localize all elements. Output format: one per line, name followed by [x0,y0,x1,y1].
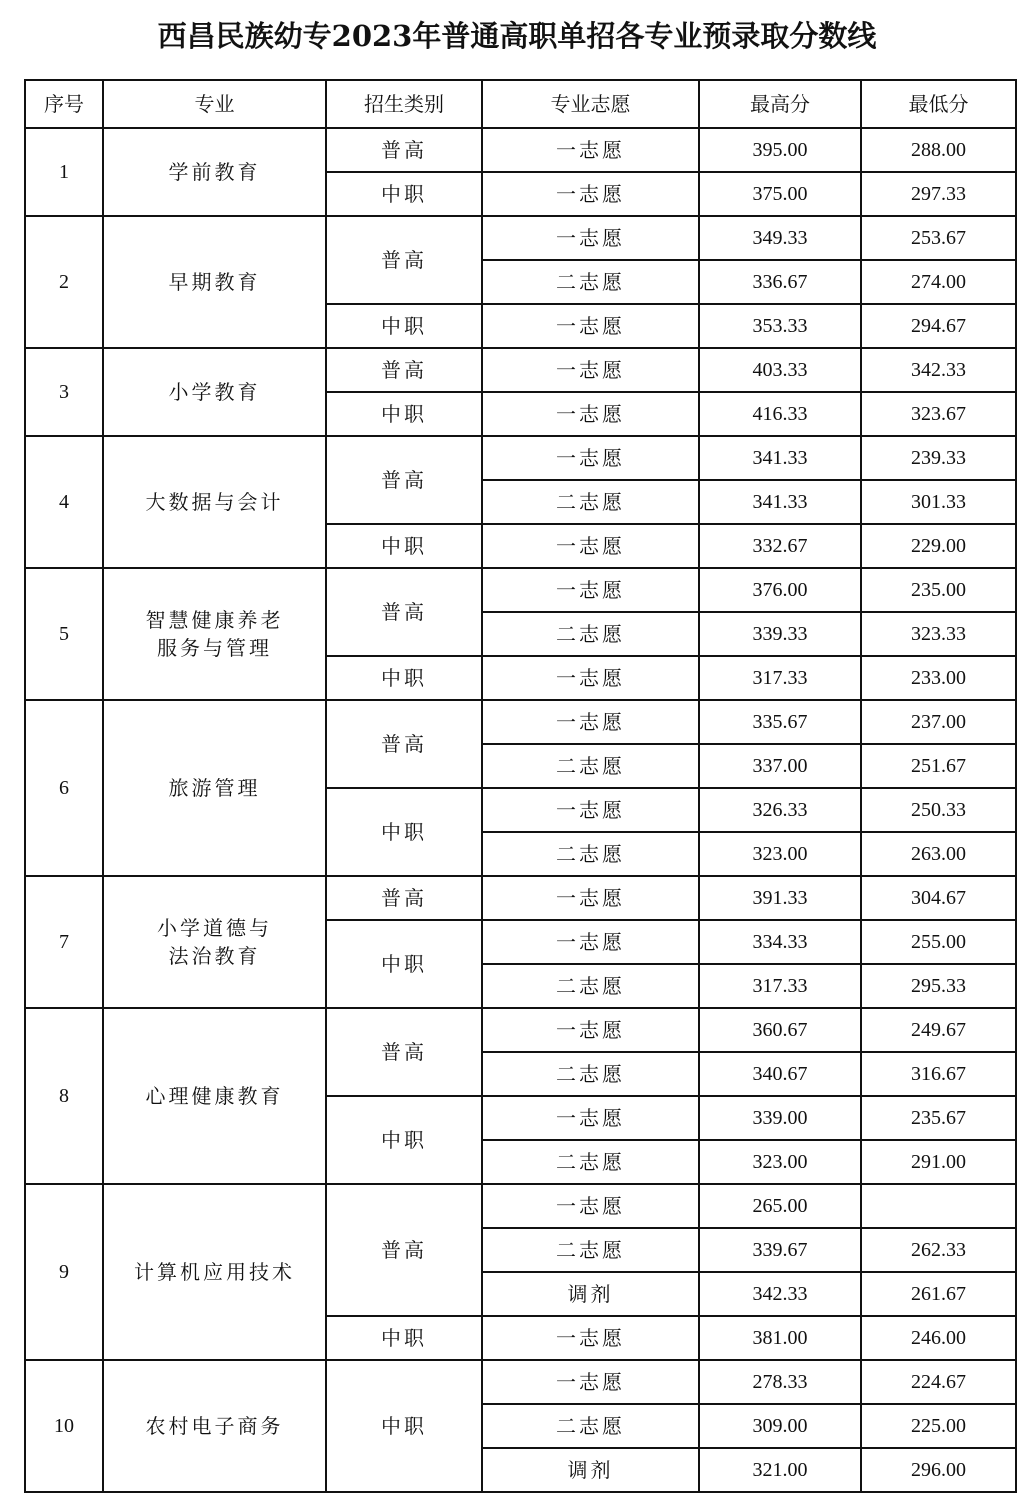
max-score-cell: 403.33 [699,348,861,392]
max-score-cell: 339.33 [699,612,861,656]
max-score-cell: 376.00 [699,568,861,612]
wish-cell: 一志愿 [482,656,699,700]
min-score-cell: 301.33 [861,480,1016,524]
min-score-cell: 253.67 [861,216,1016,260]
max-score-cell: 336.67 [699,260,861,304]
wish-cell: 一志愿 [482,788,699,832]
wish-cell: 一志愿 [482,568,699,612]
header-seq: 序号 [25,80,103,128]
min-score-cell: 239.33 [861,436,1016,480]
min-score-cell: 274.00 [861,260,1016,304]
category-cell: 普高 [326,1184,482,1316]
seq-cell: 9 [25,1184,103,1360]
major-name-line: 大数据与会计 [145,490,284,514]
wish-cell: 一志愿 [482,216,699,260]
max-score-cell: 353.33 [699,304,861,348]
wish-cell: 一志愿 [482,700,699,744]
min-score-cell [861,1184,1016,1228]
header-max: 最高分 [699,80,861,128]
table-row [25,700,1016,744]
min-score-cell: 251.67 [861,744,1016,788]
category-cell: 中职 [326,920,482,1008]
table-body [25,128,1016,1492]
max-score-cell: 321.00 [699,1448,861,1492]
min-score-cell: 255.00 [861,920,1016,964]
max-score-cell: 341.33 [699,480,861,524]
table-row [25,216,1016,260]
header-major: 专业 [103,80,326,128]
max-score-cell: 337.00 [699,744,861,788]
min-score-cell: 288.00 [861,128,1016,172]
table-row [25,568,1016,612]
table-row [25,436,1016,480]
category-cell: 普高 [326,216,482,304]
category-cell: 中职 [326,1316,482,1360]
wish-cell: 二志愿 [482,744,699,788]
major-cell [103,700,326,876]
min-score-cell: 249.67 [861,1008,1016,1052]
major-name-line: 农村电子商务 [145,1414,284,1438]
wish-cell: 二志愿 [482,1228,699,1272]
max-score-cell: 278.33 [699,1360,861,1404]
wish-cell: 二志愿 [482,260,699,304]
min-score-cell: 246.00 [861,1316,1016,1360]
wish-cell: 一志愿 [482,876,699,920]
table-row [25,348,1016,392]
category-cell: 中职 [326,1360,482,1492]
max-score-cell: 341.33 [699,436,861,480]
table-row [25,1360,1016,1404]
category-cell: 普高 [326,1008,482,1096]
wish-cell: 调剂 [482,1272,699,1316]
min-score-cell: 342.33 [861,348,1016,392]
seq-cell: 7 [25,876,103,1008]
max-score-cell: 416.33 [699,392,861,436]
category-cell: 普高 [326,700,482,788]
min-score-cell: 296.00 [861,1448,1016,1492]
category-cell: 中职 [326,524,482,568]
wish-cell: 二志愿 [482,480,699,524]
major-name-line: 小学道德与 [157,916,272,940]
wish-cell: 二志愿 [482,612,699,656]
seq-cell: 1 [25,128,103,216]
category-cell: 中职 [326,1096,482,1184]
max-score-cell: 340.67 [699,1052,861,1096]
min-score-cell: 295.33 [861,964,1016,1008]
seq-cell: 5 [25,568,103,700]
major-name-line: 智慧健康养老 [145,608,284,632]
min-score-cell: 294.67 [861,304,1016,348]
min-score-cell: 233.00 [861,656,1016,700]
score-table [24,79,1017,1493]
header-wish: 专业志愿 [482,80,699,128]
min-score-cell: 225.00 [861,1404,1016,1448]
min-score-cell: 235.67 [861,1096,1016,1140]
min-score-cell: 262.33 [861,1228,1016,1272]
major-cell [103,1184,326,1360]
category-cell: 普高 [326,568,482,656]
category-cell: 普高 [326,128,482,172]
max-score-cell: 381.00 [699,1316,861,1360]
page-title: 西昌民族幼专2023年普通高职单招各专业预录取分数线 [157,19,877,53]
table-row [25,1008,1016,1052]
wish-cell: 一志愿 [482,524,699,568]
wish-cell: 一志愿 [482,1360,699,1404]
max-score-cell: 360.67 [699,1008,861,1052]
max-score-cell: 349.33 [699,216,861,260]
max-score-cell: 265.00 [699,1184,861,1228]
wish-cell: 二志愿 [482,832,699,876]
max-score-cell: 317.33 [699,656,861,700]
category-cell: 中职 [326,172,482,216]
table-row [25,876,1016,920]
seq-cell: 3 [25,348,103,436]
seq-cell: 4 [25,436,103,568]
min-score-cell: 323.33 [861,612,1016,656]
wish-cell: 二志愿 [482,1404,699,1448]
major-name-line: 学前教育 [168,160,261,184]
major-cell [103,128,326,216]
min-score-cell: 323.67 [861,392,1016,436]
min-score-cell: 237.00 [861,700,1016,744]
category-cell: 中职 [326,656,482,700]
category-cell: 中职 [326,392,482,436]
wish-cell: 一志愿 [482,1008,699,1052]
wish-cell: 一志愿 [482,1184,699,1228]
max-score-cell: 309.00 [699,1404,861,1448]
max-score-cell: 334.33 [699,920,861,964]
header-row [25,80,1016,128]
seq-cell: 2 [25,216,103,348]
wish-cell: 一志愿 [482,348,699,392]
max-score-cell: 375.00 [699,172,861,216]
max-score-cell: 342.33 [699,1272,861,1316]
min-score-cell: 250.33 [861,788,1016,832]
seq-cell: 10 [25,1360,103,1492]
major-cell [103,1360,326,1492]
max-score-cell: 317.33 [699,964,861,1008]
min-score-cell: 304.67 [861,876,1016,920]
table-row [25,1184,1016,1228]
category-cell: 中职 [326,304,482,348]
min-score-cell: 297.33 [861,172,1016,216]
wish-cell: 二志愿 [482,964,699,1008]
major-cell [103,1008,326,1184]
category-cell: 普高 [326,876,482,920]
major-name-line: 旅游管理 [168,776,261,800]
max-score-cell: 335.67 [699,700,861,744]
max-score-cell: 332.67 [699,524,861,568]
max-score-cell: 323.00 [699,1140,861,1184]
major-name-line: 心理健康教育 [145,1084,284,1108]
header-category: 招生类别 [326,80,482,128]
min-score-cell: 291.00 [861,1140,1016,1184]
category-cell: 普高 [326,348,482,392]
seq-cell: 6 [25,700,103,876]
wish-cell: 一志愿 [482,304,699,348]
major-name-line: 小学教育 [168,380,261,404]
min-score-cell: 224.67 [861,1360,1016,1404]
header-min: 最低分 [861,80,1016,128]
major-cell [103,436,326,568]
seq-cell: 8 [25,1008,103,1184]
wish-cell: 一志愿 [482,920,699,964]
wish-cell: 一志愿 [482,436,699,480]
max-score-cell: 323.00 [699,832,861,876]
wish-cell: 调剂 [482,1448,699,1492]
max-score-cell: 339.67 [699,1228,861,1272]
category-cell: 普高 [326,436,482,524]
category-cell: 中职 [326,788,482,876]
min-score-cell: 261.67 [861,1272,1016,1316]
max-score-cell: 391.33 [699,876,861,920]
wish-cell: 二志愿 [482,1052,699,1096]
max-score-cell: 395.00 [699,128,861,172]
max-score-cell: 339.00 [699,1096,861,1140]
wish-cell: 二志愿 [482,1140,699,1184]
major-cell [103,348,326,436]
max-score-cell: 326.33 [699,788,861,832]
major-cell [103,876,326,1008]
wish-cell: 一志愿 [482,392,699,436]
wish-cell: 一志愿 [482,1316,699,1360]
major-cell [103,568,326,700]
min-score-cell: 235.00 [861,568,1016,612]
major-name-line: 服务与管理 [157,636,272,660]
wish-cell: 一志愿 [482,172,699,216]
min-score-cell: 229.00 [861,524,1016,568]
major-name-line: 计算机应用技术 [134,1260,295,1284]
wish-cell: 一志愿 [482,1096,699,1140]
major-cell [103,216,326,348]
table-row [25,128,1016,172]
major-name-line: 法治教育 [168,944,261,968]
major-name-line: 早期教育 [168,270,261,294]
min-score-cell: 263.00 [861,832,1016,876]
min-score-cell: 316.67 [861,1052,1016,1096]
wish-cell: 一志愿 [482,128,699,172]
